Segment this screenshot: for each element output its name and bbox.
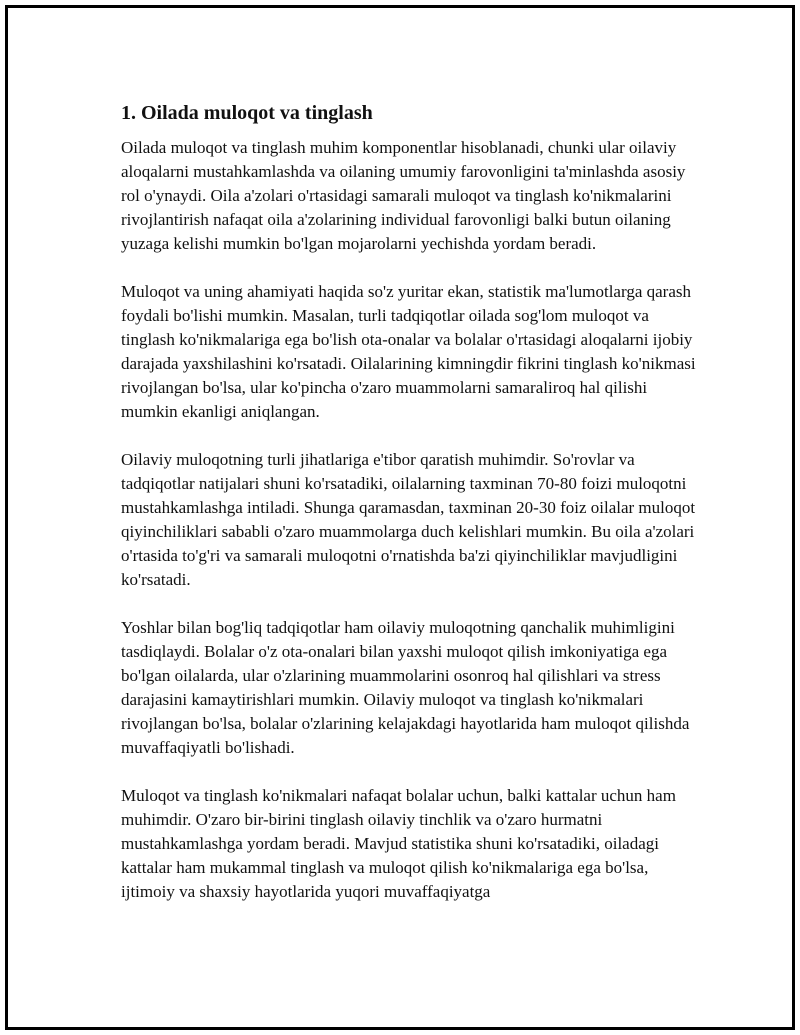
section-heading: 1. Oilada muloqot va tinglash	[121, 102, 373, 124]
document-body	[121, 99, 701, 928]
paragraph-5: Muloqot va tinglash ko'nikmalari nafaqat bolalar uchun, balki kattalar uchun ham muhimdir. O'zaro bir-birini tinglash oilaviy tinchlik va o'zaro hurmatni mustahkamlashga yordam beradi. Mavjud statistika shuni ko'rsatadiki, oiladagi kattalar ham mukammal tinglash va muloqot qilish ko'nikmalariga ega bo'lsa, ijtimoiy va shaxsiy hayotlarida yuqori muvaffaqiyatga	[121, 786, 676, 901]
page-frame	[5, 5, 795, 1030]
paragraph-2: Muloqot va uning ahamiyati haqida so'z yuritar ekan, statistik ma'lumotlarga qarash foydali bo'lishi mumkin. Masalan, turli tadqiqotlar oilada sog'lom muloqot va tinglash ko'nikmalariga ega bo'lish ota-onalar va bolalar o'rtasidagi aloqalarni ijobiy darajada yaxshilashini ko'rsatadi. Oilalarining kimningdir fikrini tinglash ko'nikmasi rivojlangan bo'lsa, ular ko'pincha o'zaro muammolarni samaraliroq hal qilishi mumkin ekanligi aniqlangan.	[121, 282, 696, 421]
paragraph-3: Oilaviy muloqotning turli jihatlariga e'tibor qaratish muhimdir. So'rovlar va tadqiqotlar natijalari shuni ko'rsatadiki, oilalarning taxminan 70-80 foizi muloqotni mustahkamlashga intiladi. Shunga qaramasdan, taxminan 20-30 foiz oilalar muloqot qiyinchiliklari sababli o'zaro muammolarga duch kelishlari mumkin. Bu oila a'zolari o'rtasida to'g'ri va samarali muloqotni o'rnatishda ba'zi qiyinchiliklar mavjudligini ko'rsatadi.	[121, 450, 696, 589]
paragraph-1: Oilada muloqot va tinglash muhim komponentlar hisoblanadi, chunki ular oilaviy aloqalarni mustahkamlashda va oilaning umumiy farovonligini ta'minlashda asosiy rol o'ynaydi. Oila a'zolari o'rtasidagi samarali muloqot va tinglash ko'nikmalarini rivojlantirish nafaqat oila a'zolarining individual farovonligi balki butun oilaning yuzaga kelishi mumkin bo'lgan mojarolarni yechishda yordam beradi.	[121, 138, 686, 253]
paragraph-4: Yoshlar bilan bog'liq tadqiqotlar ham oilaviy muloqotning qanchalik muhimligini tasdiqlaydi. Bolalar o'z ota-onalari bilan yaxshi muloqot qilish imkoniyatiga ega bo'lgan oilalarda, ular o'zlarining muammolarini osonroq hal qilishlari va stress darajasini kamaytirishlari mumkin. Oilaviy muloqot va tinglash ko'nikmalari rivojlangan bo'lsa, bolalar o'zlarining kelajakdagi hayotlarida ham muloqot qilishda muvaffaqiyatli bo'lishadi.	[121, 618, 690, 757]
